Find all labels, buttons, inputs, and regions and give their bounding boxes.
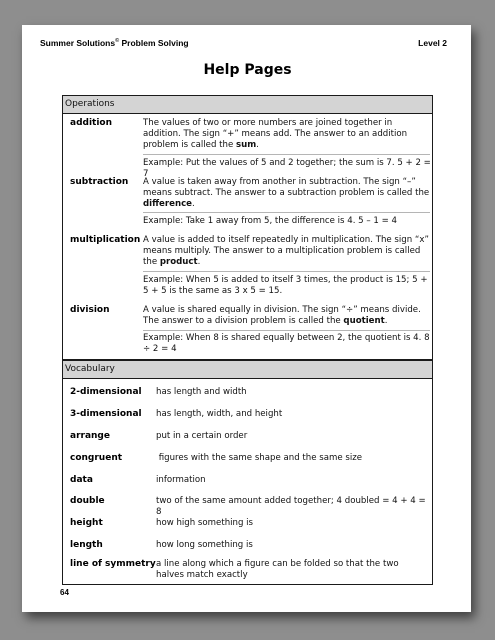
definition-division: A value is shared equally in division. The sign “÷” means divide. The answer to a division problem is called the quotient. xyxy=(143,305,421,327)
vocabulary-section xyxy=(62,360,433,585)
term-addition: addition xyxy=(70,118,113,128)
vocab-term: height xyxy=(70,518,103,528)
vocab-term: double xyxy=(70,496,105,506)
separator xyxy=(143,212,430,213)
vocab-definition: how long something is xyxy=(156,540,253,550)
vocabulary-heading: Vocabulary xyxy=(63,361,432,379)
separator xyxy=(143,330,430,331)
example-addition: Example: Put the values of 5 and 2 together; the sum is 7. 5 + 2 = 7 xyxy=(143,158,431,180)
vocab-definition: how high something is xyxy=(156,518,254,528)
vocab-term: 2-dimensional xyxy=(70,387,142,397)
vocab-definition: figures with the same shape and the same size xyxy=(156,453,363,463)
vocab-definition: put in a certain order xyxy=(156,431,248,441)
page-title: Help Pages xyxy=(203,62,292,78)
vocab-definition: information xyxy=(156,475,206,485)
definition-addition: The values of two or more numbers are joined together in addition. The sign “+” means add. The answer to an addition problem is called the sum. xyxy=(143,118,408,151)
vocab-term: arrange xyxy=(70,431,110,441)
vocab-term: line of symmetry xyxy=(70,559,156,569)
header-level: Level 2 xyxy=(418,38,447,48)
example-subtraction: Example: Take 1 away from 5, the difference is 4. 5 – 1 = 4 xyxy=(143,216,397,226)
example-division: Example: When 8 is shared equally between 2, the quotient is 4. 8 ÷ 2 = 4 xyxy=(143,333,430,355)
header-book-title: Summer Solutions© Problem Solving xyxy=(40,38,189,48)
definition-multiplication: A value is added to itself repeatedly in multiplication. The sign “x” means multiply. The answer to a multiplication problem is called the product. xyxy=(143,235,429,268)
vocab-term: 3-dimensional xyxy=(70,409,142,419)
vocab-definition: has length, width, and height xyxy=(156,409,283,419)
term-division: division xyxy=(70,305,110,315)
definition-subtraction: A value is taken away from another in subtraction. The sign “–” means subtract. The answer to a subtraction problem is called the difference. xyxy=(143,177,430,210)
term-subtraction: subtraction xyxy=(70,177,129,187)
operations-heading: Operations xyxy=(63,96,432,114)
separator xyxy=(143,154,430,155)
vocab-definition: two of the same amount added together; 4 doubled = 4 + 4 = 8 xyxy=(156,496,426,518)
example-multiplication: Example: When 5 is added to itself 3 times, the product is 15; 5 + 5 + 5 is the same as 3 x 5 = 15. xyxy=(143,275,428,297)
operations-section xyxy=(62,95,433,360)
vocab-definition: a line along which a figure can be folded so that the two halves match exactly xyxy=(156,559,399,581)
page-number: 64 xyxy=(60,588,69,597)
vocab-term: data xyxy=(70,475,93,485)
term-multiplication: multiplication xyxy=(70,235,141,245)
separator xyxy=(143,271,430,272)
vocab-term: congruent xyxy=(70,453,123,463)
vocab-term: length xyxy=(70,540,103,550)
vocab-definition: has length and width xyxy=(156,387,247,397)
